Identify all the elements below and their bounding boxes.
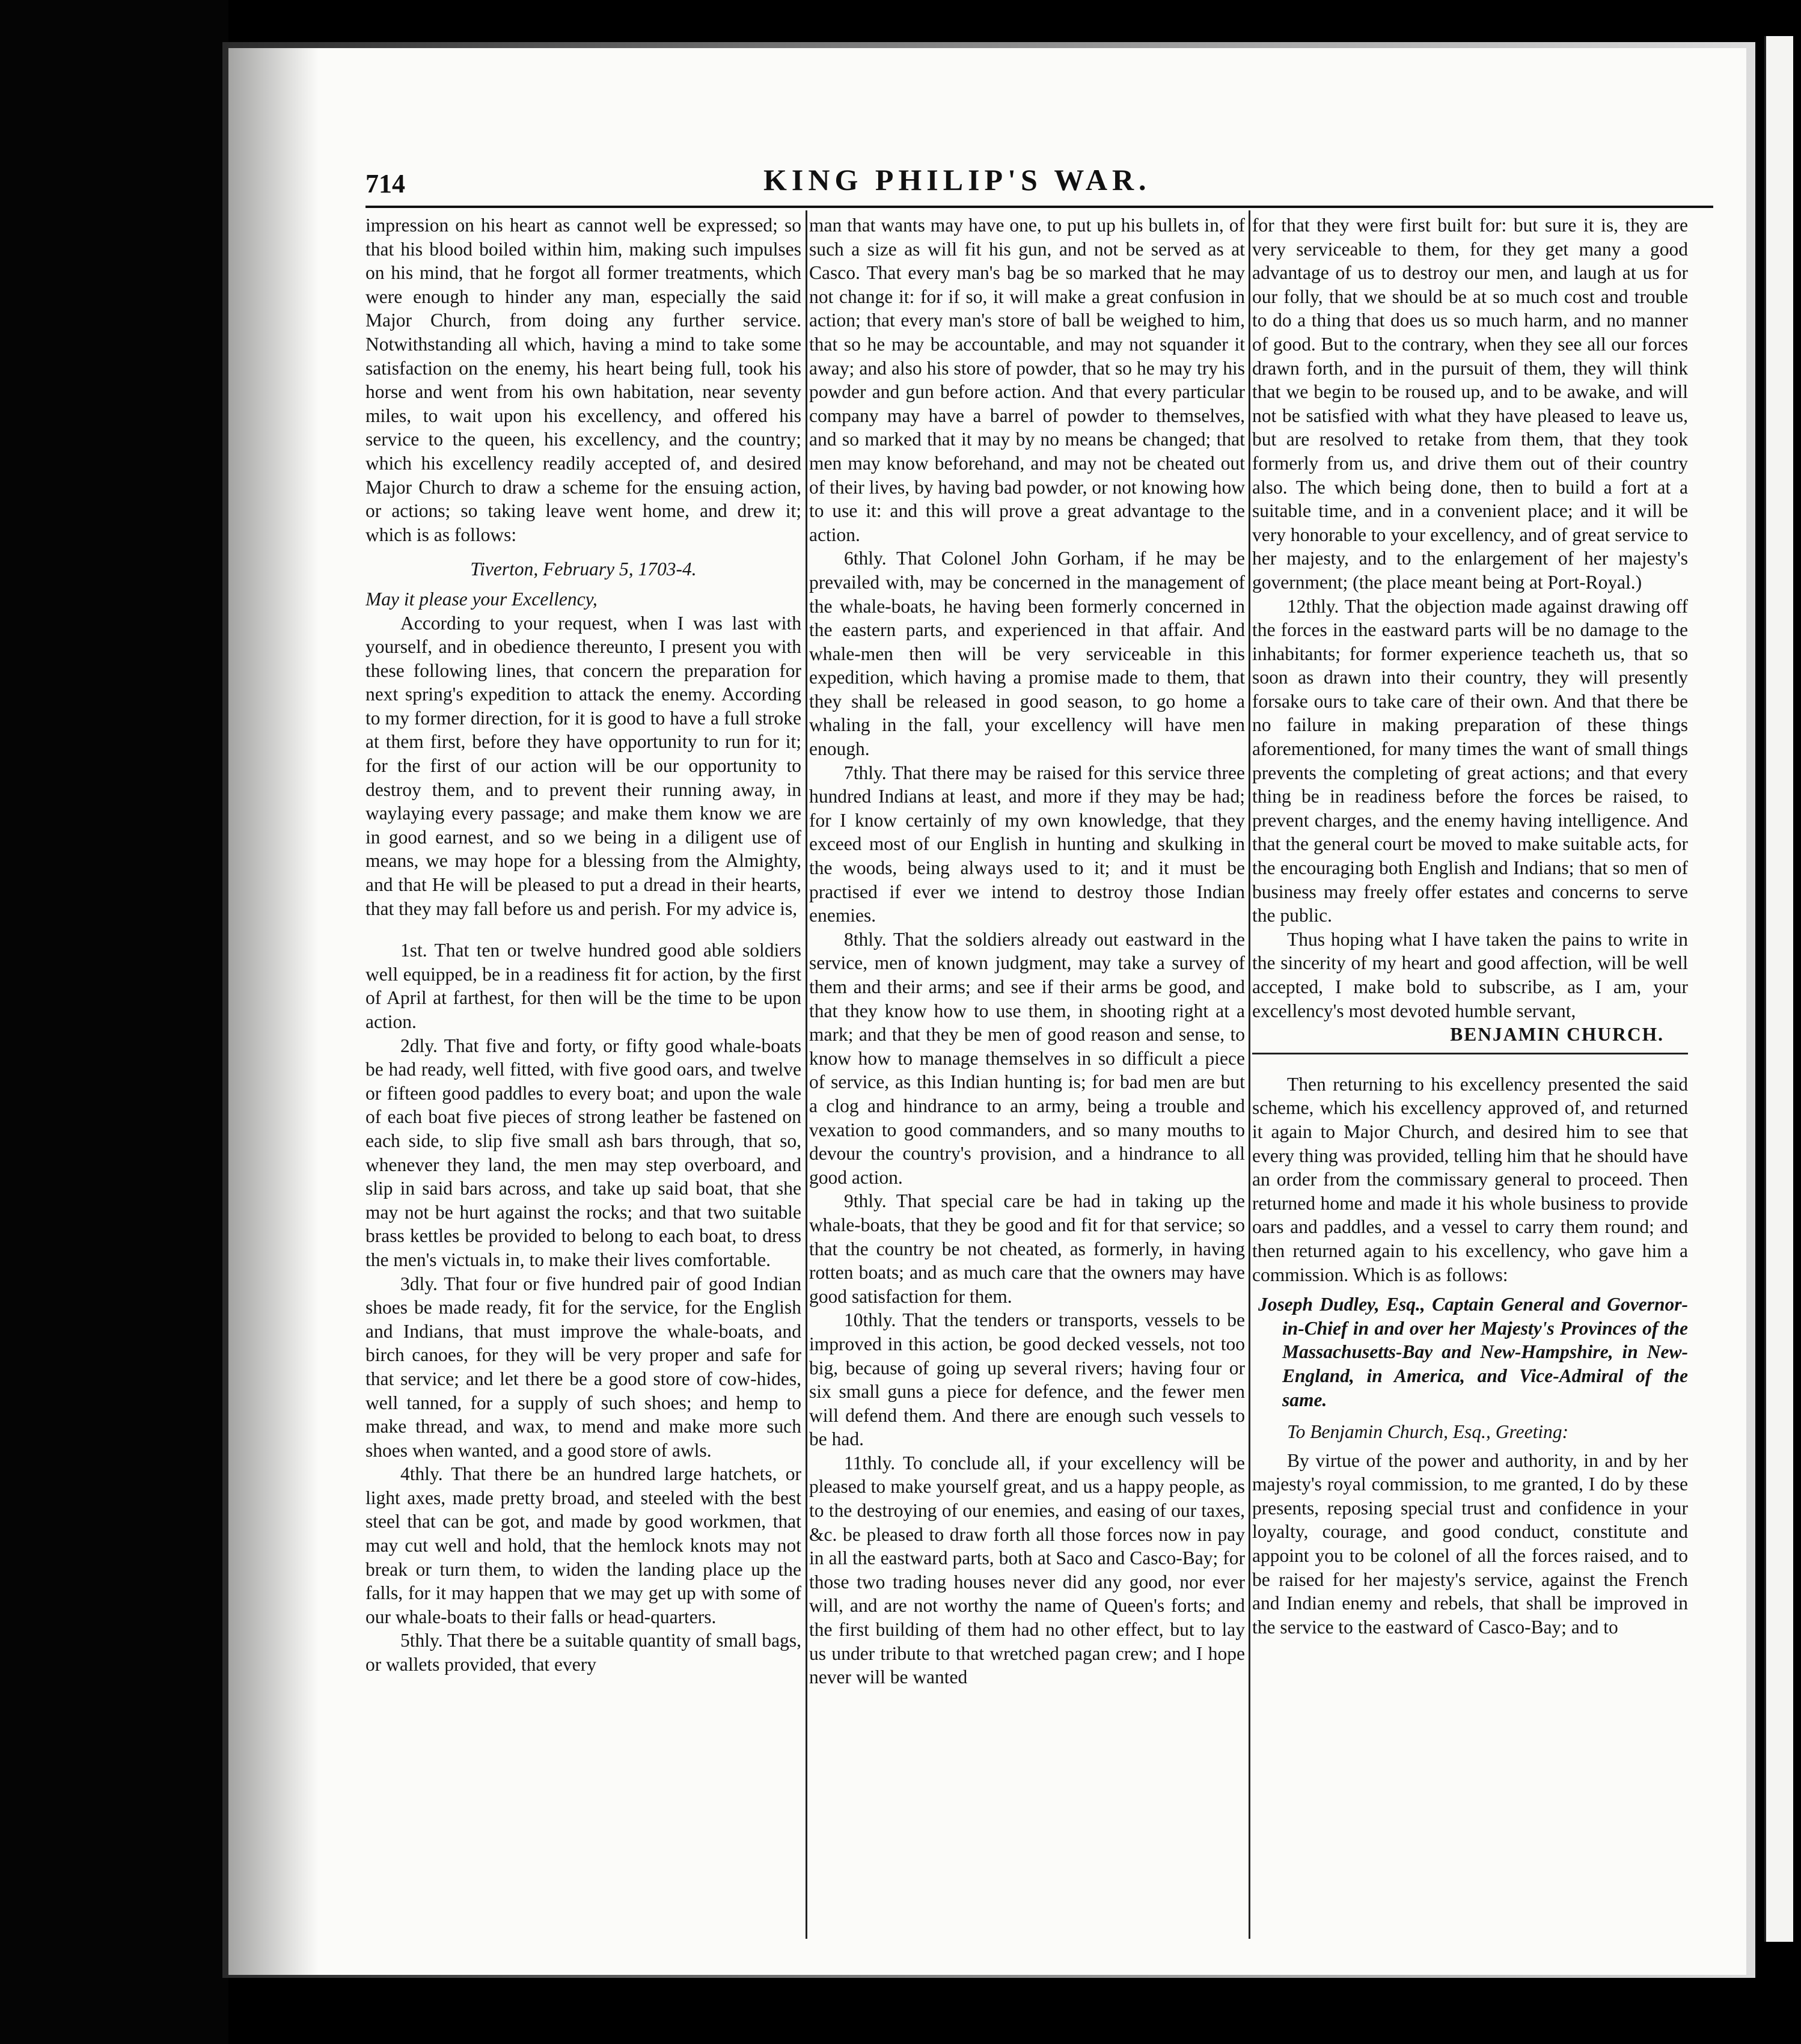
paragraph: 3dly. That four or five hundred pair of good Indian shoes be made ready, fit for the service, for the English and Indians, that must improve the whale-boats, and birch canoes, for they will be very proper and safe for that service; and let there be a good store of cow-hides, well tanned, for a supply of such shoes; and hemp to make thread, and wax, to mend and make more such shoes when wanted, and a good store of awls. <box>365 1273 801 1461</box>
paragraph: According to your request, when I was last with yourself, and in obedience thereunto, I present you with these following lines, that concern the preparation for next spring's expedition to attack the enemy. According to my former direction, for it is good to have a full stroke at them first, before they have opportunity to run for it; for the first of our action will be our opportunity to destroy them, and to prevent their running away, in waylaying every passage; and make them know we are in good earnest, and so we being in a diligent use of means, we may hope for a blessing from the Almighty, and that He will be pleased to put a dread in their hearts, that they may fall before us and perish. For my advice is, <box>365 612 801 919</box>
paragraph: 12thly. That the objection made against drawing off the forces in the eastward parts will be no damage to the inhabitants; for former experience teacheth us, that so soon as drawn into their country, they will presently forsake ours to take care of their own. And that there be no failure in making preparation of these things aforementioned, for many times the want of small things prevents the completing of great actions; and that every thing be in readiness before the forces be raised, to prevent charges, and the enemy having intelligence. And that the general court be moved to make suitable acts, for the encouraging both English and Indians; that so men of business may freely offer estates and concerns to serve the public. <box>1252 595 1688 926</box>
paragraph: Then returning to his excellency presented the said scheme, which his excellency approved of, and returned it again to Major Church, and desired him to see that every thing was provided, telling him that he should have an order from the commissary general to proceed. Then returned home and made it his whole business to provide oars and paddles, and a vessel to carry them round; and then returned again to his excellency, who gave him a commission. Which is as follows: <box>1252 1073 1688 1285</box>
paragraph: 10thly. That the tenders or transports, vessels to be improved in this action, be good decked vessels, not too big, because of going up several rivers; having four or six small guns a piece for defence, and the fewer men will defend them. And there are enough such vessels to be had. <box>809 1309 1245 1450</box>
letter-salutation: May it please your Excellency, <box>365 588 598 610</box>
paragraph: 7thly. That there may be raised for this service three hundred Indians at least, and more if they may be had; for I know certainly of my own knowledge, that they exceed most of our English in hunting and skulking in the woods, being always used to it; and it must be practised if ever we intend to destroy those Indian enemies. <box>809 762 1245 926</box>
signature: BENJAMIN CHURCH. <box>1450 1024 1664 1045</box>
running-title: KING PHILIP'S WAR. <box>763 163 1151 197</box>
column-1 <box>365 213 801 1954</box>
paragraph: 6thly. That Colonel John Gorham, if he may be prevailed with, may be concerned in the management of the whale-boats, he having been formerly concerned in the eastern parts, and experienced in that affair. And whale-men then will be very serviceable in this expedition, which having a promise made to them, that they shall be released in good season, to go home a whaling in the fall, your excellency will have men enough. <box>809 548 1245 760</box>
paragraph: 5thly. That there be a suitable quantity of small bags, or wallets provided, that every <box>365 1630 801 1675</box>
gutter-shadow <box>228 48 319 1975</box>
header-rule <box>365 206 1713 208</box>
scan-frame-left <box>0 0 228 2044</box>
commission-title: Joseph Dudley, Esq., Captain General and Governor-in-Chief in and over her Majesty's Provinces of the Massachusetts-Bay and New-Hampshire, in New-England, in America, and Vice-Admiral of the same. <box>1258 1294 1688 1410</box>
book-page <box>228 48 1746 1975</box>
commission-greeting: To Benjamin Church, Esq., Greeting: <box>1287 1421 1569 1443</box>
column-divider-2 <box>1249 210 1250 1939</box>
paragraph: man that wants may have one, to put up his bullets in, of such a size as will fit his gun, and not be served as at Casco. That every man's bag be so marked that he may not change it: for if so, it will make a great confusion in action; that every man's store of ball be weighed to him, that so he may be accountable, and may not squander it away; and also his store of powder, that so he may try his powder and gun before action. And that every particular company may have a barrel of powder to themselves, and so marked that it may by no means be changed; that men may know beforehand, and may not be cheated out of their lives, by having bad powder, or not knowing how to use it: and this will prove a great advantage to the action. <box>809 215 1245 545</box>
column-3 <box>1252 213 1688 1954</box>
section-rule <box>1252 1053 1688 1054</box>
paragraph: 2dly. That five and forty, or fifty good whale-boats be had ready, well fitted, with five good oars, and twelve or fifteen good paddles to every boat; and upon the wale of each boat five pieces of strong leather be fastened on each side, to slip five small ash bars through, that so, whenever they land, the men may step overboard, and slip in said bars across, and take up said boat, that she may not be hurt against the rocks; and that two suitable brass kettles be provided to belong to each boat, to dress the men's victuals in, to make their lives comfortable. <box>365 1035 801 1270</box>
column-2 <box>809 213 1245 1954</box>
next-page-edge <box>1764 36 1793 1942</box>
paragraph: 9thly. That special care be had in taking up the whale-boats, that they be good and fit for that service; so that the country be not cheated, as formerly, in having rotten boats; and as much care that the owners may have good satisfaction for them. <box>809 1190 1245 1307</box>
paragraph: Thus hoping what I have taken the pains to write in the sincerity of my heart and good affection, will be well accepted, I make bold to subscribe, as I am, your excellency's most devoted humble servant, <box>1252 928 1688 1021</box>
column-divider-1 <box>806 210 807 1939</box>
letter-dateline: Tiverton, February 5, 1703-4. <box>470 558 697 580</box>
paragraph: impression on his heart as cannot well be expressed; so that his blood boiled within him, making such impulses on his mind, that he forgot all former treatments, which were enough to hinder any man, especially the said Major Church, from doing any further service. Notwithstanding all which, having a mind to take some satisfaction on the enemy, his heart being full, took his horse and went from his own habitation, near seventy miles, to wait upon his excellency, and offered his service to the queen, his excellency, and the country; which his excellency readily accepted of, and desired Major Church to draw a scheme for the ensuing action, or actions; so taking leave went home, and drew it; which is as follows: <box>365 215 801 545</box>
page-number: 714 <box>365 169 405 198</box>
paragraph: By virtue of the power and authority, in and by her majesty's royal commission, to me granted, I do by these presents, reposing special trust and confidence in your loyalty, courage, and good conduct, constitute and appoint you to be colonel of all the forces raised, and to be raised for her majesty's service, against the French and Indian enemy and rebels, that shall be improved in the service to the eastward of Casco-Bay; and to <box>1252 1449 1688 1638</box>
paragraph: for that they were first built for: but sure it is, they are very serviceable to them, for they get many a good advantage of us to destroy our men, and laugh at us for our folly, that we should be at so much cost and trouble to do a thing that does us so much harm, and no manner of good. But to the contrary, when they see all our forces drawn forth, and in the pursuit of them, they will think that we begin to be roused up, and to be awake, and will not be satisfied with what they have pleased to leave us, but are resolved to retake from them, that they took formerly from us, and drive them out of their country also. The which being done, then to build a fort at a suitable time, and in a convenient place; and it will be very honorable to your excellency, and of great service to her majesty, and to the enlargement of her majesty's government; (the place meant being at Port-Royal.) <box>1252 215 1688 593</box>
paragraph: 8thly. That the soldiers already out eastward in the service, men of known judgment, may take a survey of them and their arms; and see if their arms be good, and that they know how to use them, in shooting right at a mark; and that they be men of good reason and sense, to know how to manage themselves in so difficult a piece of service, as this Indian hunting is; for bad men are but a clog and hindrance to an army, being a trouble and vexation to good commanders, and so many mouths to devour the country's provision, and a hindrance to all good action. <box>809 928 1245 1188</box>
paragraph: 4thly. That there be an hundred large hatchets, or light axes, made pretty broad, and steeled with the best steel that can be got, and made by good workmen, that may cut well and hold, that the hemlock knots may not break or turn them, to widen the landing place up the falls, for it may happen that we may get up with some of our whale-boats to their falls or head-quarters. <box>365 1463 801 1627</box>
paragraph: 11thly. To conclude all, if your excellency will be pleased to make yourself great, and us a happy people, as to the destroying of our enemies, and easing of our taxes, &c. be pleased to draw forth all those forces now in pay in all the eastward parts, both at Saco and Casco-Bay; for those two trading houses never did any good, nor ever will, and are not worthy the name of Queen's forts; and the first building of them had no other effect, but to lay us under tribute to that wretched pagan crew; and I hope never will be wanted <box>809 1452 1245 1688</box>
paragraph: 1st. That ten or twelve hundred good able soldiers well equipped, be in a readiness fit for action, by the first of April at farthest, for then will be the time to be upon action. <box>365 940 801 1032</box>
